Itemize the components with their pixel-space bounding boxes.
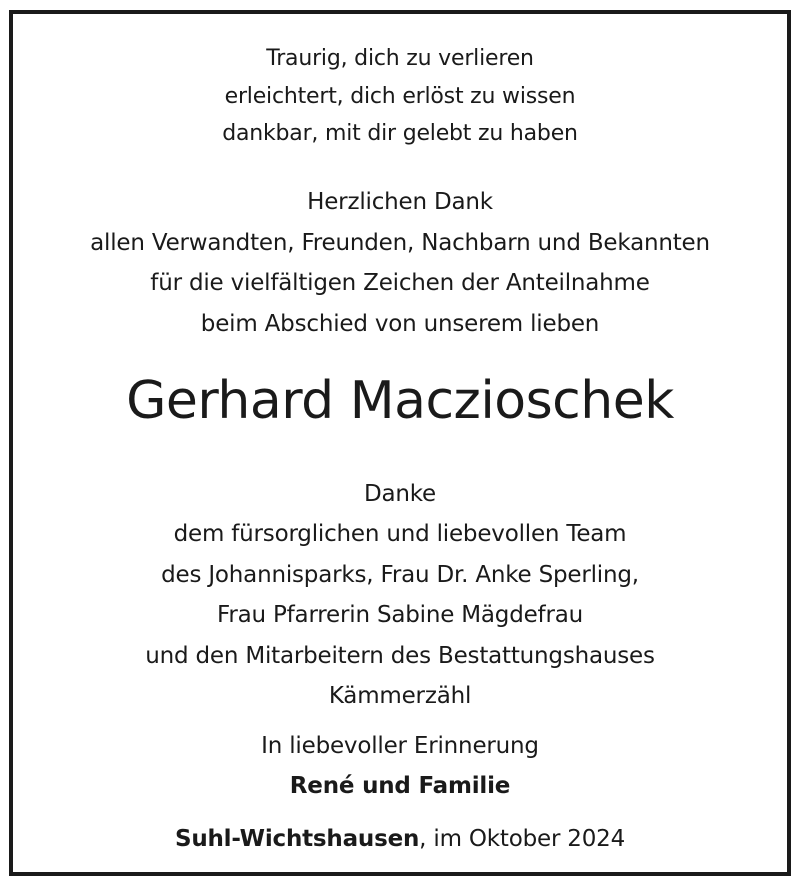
verse-line: erleichtert, dich erlöst zu wissen <box>224 83 576 109</box>
team-thanks-line: dem fürsorglichen und liebevollen Team <box>173 521 627 548</box>
memory-block <box>13 726 787 806</box>
place-date-separator: , <box>419 826 434 852</box>
team-thanks-line: und den Mitarbeitern des Bestattungshauses <box>145 642 655 669</box>
verse-line: dankbar, mit dir gelebt zu haben <box>222 121 578 146</box>
team-thanks-heading: Danke <box>363 481 437 507</box>
thanks-heading: Herzlichen Dank <box>307 189 493 215</box>
date-text: im Oktober 2024 <box>433 826 626 852</box>
thanks-line: allen Verwandten, Freunden, Nachbarn und Bekannten <box>90 229 710 256</box>
team-thanks-line: des Johannisparks, Frau Dr. Anke Sperling, <box>161 561 639 588</box>
thanks-line: beim Abschied von unserem lieben <box>200 310 600 337</box>
team-thanks-line: Kämmerzähl <box>328 683 472 710</box>
thanks-block <box>13 182 787 344</box>
signature: René und Familie <box>289 773 511 799</box>
team-thanks-block <box>13 474 787 716</box>
team-thanks-line: Frau Pfarrerin Sabine Mägdefrau <box>217 602 583 629</box>
memory-intro: In liebevoller Erinnerung <box>261 733 539 759</box>
place-name: Suhl-Wichtshausen <box>174 826 420 852</box>
deceased-name: Gerhard Maczioschek <box>126 371 674 431</box>
verse-block <box>13 40 787 153</box>
thanks-line: für die vielfältigen Zeichen der Anteilnahme <box>150 270 650 296</box>
verse-line: Traurig, dich zu verlieren <box>266 46 534 71</box>
place-date-line <box>13 820 787 858</box>
obituary-frame <box>9 10 791 876</box>
place-date-block <box>13 820 787 858</box>
